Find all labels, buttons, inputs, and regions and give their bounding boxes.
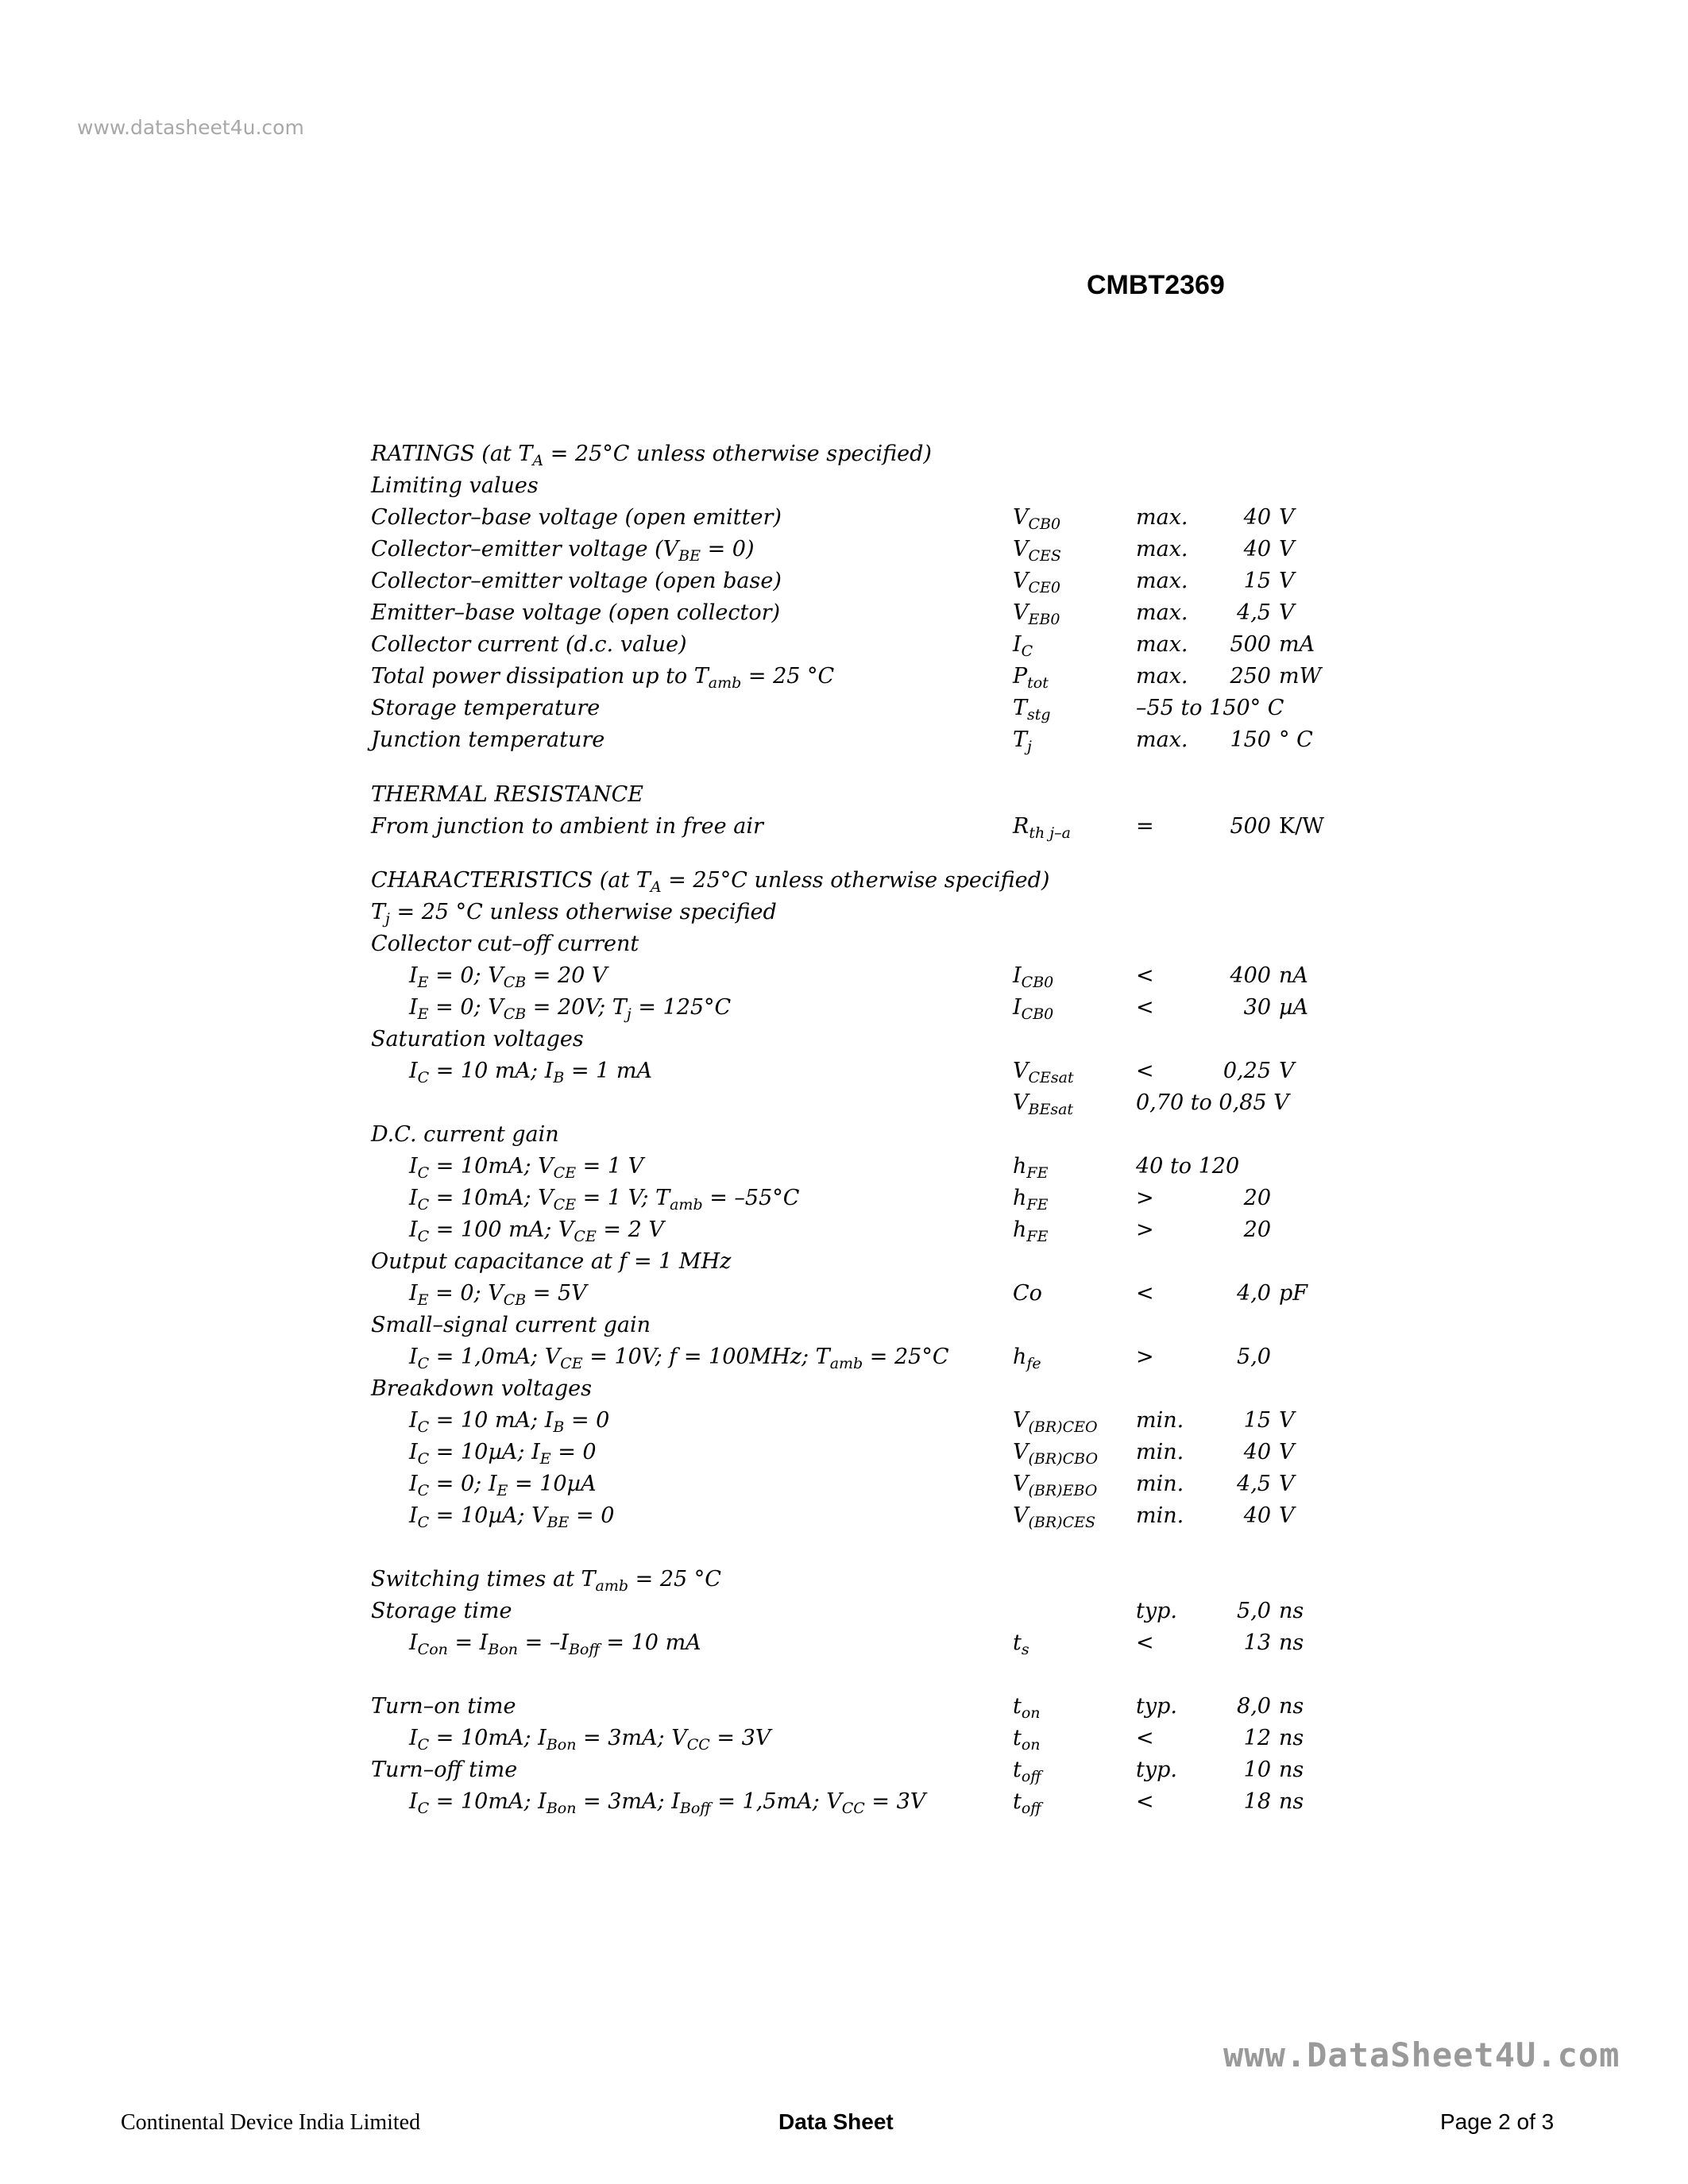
storage-1-desc: $I_{Con} = I_{Bon} = -I_{Boff} = 10$ mA (409, 1630, 701, 1658)
sat-title (0, 1027, 1688, 1059)
storage-row-1 (0, 1630, 1688, 1662)
footer-doc-type: Data Sheet (778, 2109, 894, 2134)
turnon-title (0, 1694, 1688, 1726)
turnoff-title (0, 1758, 1688, 1789)
turnon-typ-unit: ns (1279, 1694, 1304, 1719)
bd-2-desc: $I_C = 10\mu A$; $I_E = 0$ (409, 1440, 597, 1468)
switching-title (0, 1567, 1688, 1599)
rating-7-qualifier: max. (1136, 727, 1188, 752)
watermark-url-bottom[interactable]: www.DataSheet4U.com (1223, 2035, 1620, 2074)
cutoff-1-symbol: $I_{CB0}$ (1013, 963, 1054, 991)
bd-3-symbol: $V_{(BR)EBO}$ (1013, 1472, 1098, 1499)
gain-3-desc: $I_C = 100$ mA; $V_{CE} = 2$ V (409, 1217, 664, 1245)
bd-2-symbol: $V_{(BR)CBO}$ (1013, 1440, 1099, 1468)
footer-company: Continental Device India Limited (121, 2110, 421, 2135)
bd-4-qualifier: min. (1136, 1503, 1184, 1528)
turnon-typ-value: 8,0 (1237, 1694, 1271, 1719)
rating-4-value: 500 (1230, 632, 1271, 657)
bd-3-qualifier: min. (1136, 1472, 1184, 1496)
rating-4-desc: Collector current (d.c. value) (371, 632, 687, 657)
rating-1-value: 40 (1243, 537, 1271, 561)
bd-2-qualifier: min. (1136, 1440, 1184, 1464)
thermal-qualifier: = (1136, 814, 1154, 839)
bd-1-value: 15 (1243, 1408, 1271, 1433)
rating-6-symbol: $T_{stg}$ (1013, 696, 1051, 723)
switching-title-text: Switching times at $T_{amb} = 25$ °C (371, 1567, 721, 1595)
rating-4-symbol: $I_C$ (1013, 632, 1033, 660)
rating-row-2 (0, 569, 1688, 600)
gain-row-3 (0, 1217, 1688, 1249)
turnon-1-value: 12 (1243, 1726, 1271, 1750)
ratings-heading (0, 442, 1688, 473)
rating-2-desc: Collector–emitter voltage (open base) (371, 569, 782, 593)
sat-1-desc: $I_C = 10$ mA; $I_B = 1$ mA (409, 1059, 653, 1086)
gain-2-qualifier: > (1136, 1186, 1154, 1210)
bd-1-desc: $I_C = 10$ mA; $I_B = 0$ (409, 1408, 610, 1436)
sat-1-symbol: $V_{CEsat}$ (1013, 1059, 1074, 1086)
gain-3-symbol: $h_{FE}$ (1013, 1217, 1049, 1245)
bd-1-qualifier: min. (1136, 1408, 1184, 1433)
gain-1-desc: $I_C = 10mA$; $V_{CE} = 1$ V (409, 1154, 644, 1182)
rating-1-unit: V (1279, 537, 1295, 561)
rating-6-desc: Storage temperature (371, 696, 601, 720)
gain-title (0, 1122, 1688, 1154)
storage-1-value: 13 (1243, 1630, 1271, 1655)
bd-row-3 (0, 1472, 1688, 1503)
cap-1-unit: pF (1279, 1281, 1308, 1306)
rating-7-value: 150 (1230, 727, 1271, 752)
bd-4-symbol: $V_{(BR)CES}$ (1013, 1503, 1096, 1531)
sat-title-text: Saturation voltages (371, 1027, 584, 1051)
rating-5-qualifier: max. (1136, 664, 1188, 689)
rating-row-6 (0, 696, 1688, 727)
turnoff-1-symbol: $t_{off}$ (1013, 1789, 1041, 1817)
sat-1-unit: V (1279, 1059, 1295, 1083)
rating-3-qualifier: max. (1136, 600, 1188, 625)
cap-1-value: 4,0 (1237, 1281, 1271, 1306)
rating-3-symbol: $V_{EB0}$ (1013, 600, 1060, 628)
cap-1-symbol: Co (1013, 1281, 1042, 1306)
rating-row-1 (0, 537, 1688, 569)
thermal-unit: K/W (1279, 814, 1325, 839)
rating-4-qualifier: max. (1136, 632, 1188, 657)
char-heading (0, 868, 1688, 900)
rating-5-symbol: $P_{tot}$ (1013, 664, 1049, 692)
cap-title (0, 1249, 1688, 1281)
cap-1-desc: $I_E = 0$; $V_{CB} = 5V$ (409, 1281, 587, 1309)
bd-3-unit: V (1279, 1472, 1295, 1496)
cutoff-1-desc: $I_E = 0$; $V_{CB} = 20$ V (409, 963, 608, 991)
turnon-typ-qualifier: typ. (1136, 1694, 1177, 1719)
ratings-subheading-text: Limiting values (371, 473, 539, 498)
ratings-subheading (0, 473, 1688, 505)
turnoff-typ-value: 10 (1243, 1758, 1271, 1782)
storage-typ-unit: ns (1279, 1599, 1304, 1623)
rating-0-desc: Collector–base voltage (open emitter) (371, 505, 782, 530)
gain-2-value: 20 (1243, 1186, 1271, 1210)
bd-1-symbol: $V_{(BR)CEO}$ (1013, 1408, 1098, 1436)
rating-row-0 (0, 505, 1688, 537)
footer-page-number: Page 2 of 3 (1440, 2109, 1555, 2134)
rating-3-unit: V (1279, 600, 1295, 625)
storage-typ-value: 5,0 (1237, 1599, 1271, 1623)
rating-7-unit: ° C (1279, 727, 1313, 752)
rating-row-3 (0, 600, 1688, 632)
bd-title (0, 1376, 1688, 1408)
cutoff-row-2 (0, 995, 1688, 1027)
turnoff-typ-symbol: $t_{off}$ (1013, 1758, 1041, 1785)
rating-5-unit: mW (1279, 664, 1322, 689)
bd-row-1 (0, 1408, 1688, 1440)
cap-title-text: Output capacitance at f = 1 MHz (371, 1249, 732, 1274)
bd-4-unit: V (1279, 1503, 1295, 1528)
rating-0-symbol: $V_{CB0}$ (1013, 505, 1061, 533)
cap-1-qualifier: < (1136, 1281, 1154, 1306)
ss-row-1 (0, 1345, 1688, 1376)
cutoff-2-qualifier: < (1136, 995, 1154, 1020)
storage-1-unit: ns (1279, 1630, 1304, 1655)
gain-row-1 (0, 1154, 1688, 1186)
rating-2-symbol: $V_{CE0}$ (1013, 569, 1060, 596)
bd-2-value: 40 (1243, 1440, 1271, 1464)
bd-4-desc: $I_C = 10\mu A$; $V_{BE} = 0$ (409, 1503, 615, 1531)
ss-1-qualifier: > (1136, 1345, 1154, 1369)
turnoff-1-desc: $I_C = 10mA$; $I_{Bon} = 3mA$; $I_{Boff} = 1,5mA$; $V_{CC} = 3V$ (409, 1789, 926, 1817)
rating-1-qualifier: max. (1136, 537, 1188, 561)
rating-1-desc: Collector–emitter voltage $(V_{BE} = 0)$ (371, 537, 755, 565)
cutoff-2-unit: µA (1279, 995, 1309, 1020)
rating-4-unit: mA (1279, 632, 1315, 657)
cutoff-2-desc: $I_E = 0$; $V_{CB} = 20V$; $T_j = 125^\circ C$ (409, 995, 732, 1023)
cutoff-2-value: 30 (1243, 995, 1271, 1020)
rating-5-value: 250 (1230, 664, 1271, 689)
ratings-heading-text: RATINGS (at $T_A = 25^\circ C$ unless otherwise specified) (371, 442, 932, 469)
turnoff-row-1 (0, 1789, 1688, 1821)
gain-2-desc: $I_C = 10mA$; $V_{CE} = 1$ V; $T_{amb} = -55^\circ C$ (409, 1186, 800, 1214)
sat-row-1 (0, 1059, 1688, 1090)
rating-0-unit: V (1279, 505, 1295, 530)
gain-2-symbol: $h_{FE}$ (1013, 1186, 1049, 1214)
thermal-desc: From junction to ambient in free air (371, 814, 763, 839)
gain-3-qualifier: > (1136, 1217, 1154, 1242)
thermal-row (0, 814, 1688, 846)
thermal-heading-text: THERMAL RESISTANCE (371, 782, 643, 807)
rating-2-qualifier: max. (1136, 569, 1188, 593)
storage-title-text: Storage time (371, 1599, 512, 1623)
cutoff-1-value: 400 (1230, 963, 1271, 988)
turnon-1-desc: $I_C = 10mA$; $I_{Bon} = 3mA$; $V_{CC} = 3V$ (409, 1726, 771, 1754)
bd-4-value: 40 (1243, 1503, 1271, 1528)
rating-0-value: 40 (1243, 505, 1271, 530)
sat-1-value: 0,25 (1223, 1059, 1271, 1083)
sat-2-symbol: $V_{BEsat}$ (1013, 1090, 1074, 1118)
bd-title-text: Breakdown voltages (371, 1376, 593, 1401)
char-tj-note (0, 900, 1688, 932)
gain-title-text: D.C. current gain (371, 1122, 559, 1147)
ss-title (0, 1313, 1688, 1345)
bd-2-unit: V (1279, 1440, 1295, 1464)
ss-title-text: Small–signal current gain (371, 1313, 651, 1337)
sat-1-qualifier: < (1136, 1059, 1154, 1083)
thermal-symbol: $R_{th j-a}$ (1013, 814, 1071, 842)
turnon-1-qualifier: < (1136, 1726, 1154, 1750)
rating-7-desc: Junction temperature (371, 727, 605, 752)
storage-1-symbol: $t_s$ (1013, 1630, 1029, 1658)
cutoff-title-text: Collector cut–off current (371, 932, 639, 956)
bd-row-4 (0, 1503, 1688, 1535)
rating-3-desc: Emitter–base voltage (open collector) (371, 600, 781, 625)
turnon-title-text: Turn–on time (371, 1694, 516, 1719)
ss-1-desc: $I_C = 1,0mA$; $V_{CE} = 10V$; f = 100MHz; $T_{amb} = 25^\circ C$ (409, 1345, 949, 1372)
rating-row-4 (0, 632, 1688, 664)
gain-1-range: 40 to 120 (1136, 1154, 1240, 1179)
cutoff-1-qualifier: < (1136, 963, 1154, 988)
rating-7-symbol: $T_j$ (1013, 727, 1032, 755)
part-number: CMBT2369 (1087, 270, 1225, 300)
bd-3-desc: $I_C = 0$; $I_E = 10\mu A$ (409, 1472, 597, 1499)
thermal-value: 500 (1230, 814, 1271, 839)
cutoff-2-symbol: $I_{CB0}$ (1013, 995, 1054, 1023)
rating-row-7 (0, 727, 1688, 759)
char-heading-text: CHARACTERISTICS (at $T_A = 25^\circ C$ unless otherwise specified) (371, 868, 1050, 896)
cutoff-1-unit: nA (1279, 963, 1308, 988)
gain-3-value: 20 (1243, 1217, 1271, 1242)
rating-6-range: –55 to 150° C (1136, 696, 1284, 720)
turnoff-typ-unit: ns (1279, 1758, 1304, 1782)
bd-row-2 (0, 1440, 1688, 1472)
turnoff-1-value: 18 (1243, 1789, 1271, 1814)
gain-row-2 (0, 1186, 1688, 1217)
cap-row-1 (0, 1281, 1688, 1313)
rating-row-5 (0, 664, 1688, 696)
turnoff-1-unit: ns (1279, 1789, 1304, 1814)
rating-1-symbol: $V_{CES}$ (1013, 537, 1061, 565)
turnon-1-unit: ns (1279, 1726, 1304, 1750)
storage-title (0, 1599, 1688, 1630)
watermark-url-top[interactable]: www.datasheet4u.com (77, 116, 304, 139)
turnon-row-1 (0, 1726, 1688, 1758)
rating-5-desc: Total power dissipation up to $T_{amb} = 25$ °C (371, 664, 835, 692)
turnon-1-symbol: $t_{on}$ (1013, 1726, 1041, 1754)
cutoff-title (0, 932, 1688, 963)
turnoff-1-qualifier: < (1136, 1789, 1154, 1814)
sat-row-2 (0, 1090, 1688, 1122)
bd-1-unit: V (1279, 1408, 1295, 1433)
storage-1-qualifier: < (1136, 1630, 1154, 1655)
turnoff-title-text: Turn–off time (371, 1758, 518, 1782)
rating-2-value: 15 (1243, 569, 1271, 593)
storage-typ-qualifier: typ. (1136, 1599, 1177, 1623)
turnoff-typ-qualifier: typ. (1136, 1758, 1177, 1782)
rating-2-unit: V (1279, 569, 1295, 593)
turnon-typ-symbol: $t_{on}$ (1013, 1694, 1041, 1722)
rating-0-qualifier: max. (1136, 505, 1188, 530)
ss-1-symbol: $h_{fe}$ (1013, 1345, 1041, 1372)
rating-3-value: 4,5 (1237, 600, 1271, 625)
thermal-heading (0, 782, 1688, 814)
sat-2-range: 0,70 to 0,85 V (1136, 1090, 1289, 1115)
cutoff-row-1 (0, 963, 1688, 995)
ss-1-value: 5,0 (1237, 1345, 1271, 1369)
bd-3-value: 4,5 (1237, 1472, 1271, 1496)
gain-1-symbol: $h_{FE}$ (1013, 1154, 1049, 1182)
char-tj-text: $T_j = 25$ °C unless otherwise specified (371, 900, 777, 928)
